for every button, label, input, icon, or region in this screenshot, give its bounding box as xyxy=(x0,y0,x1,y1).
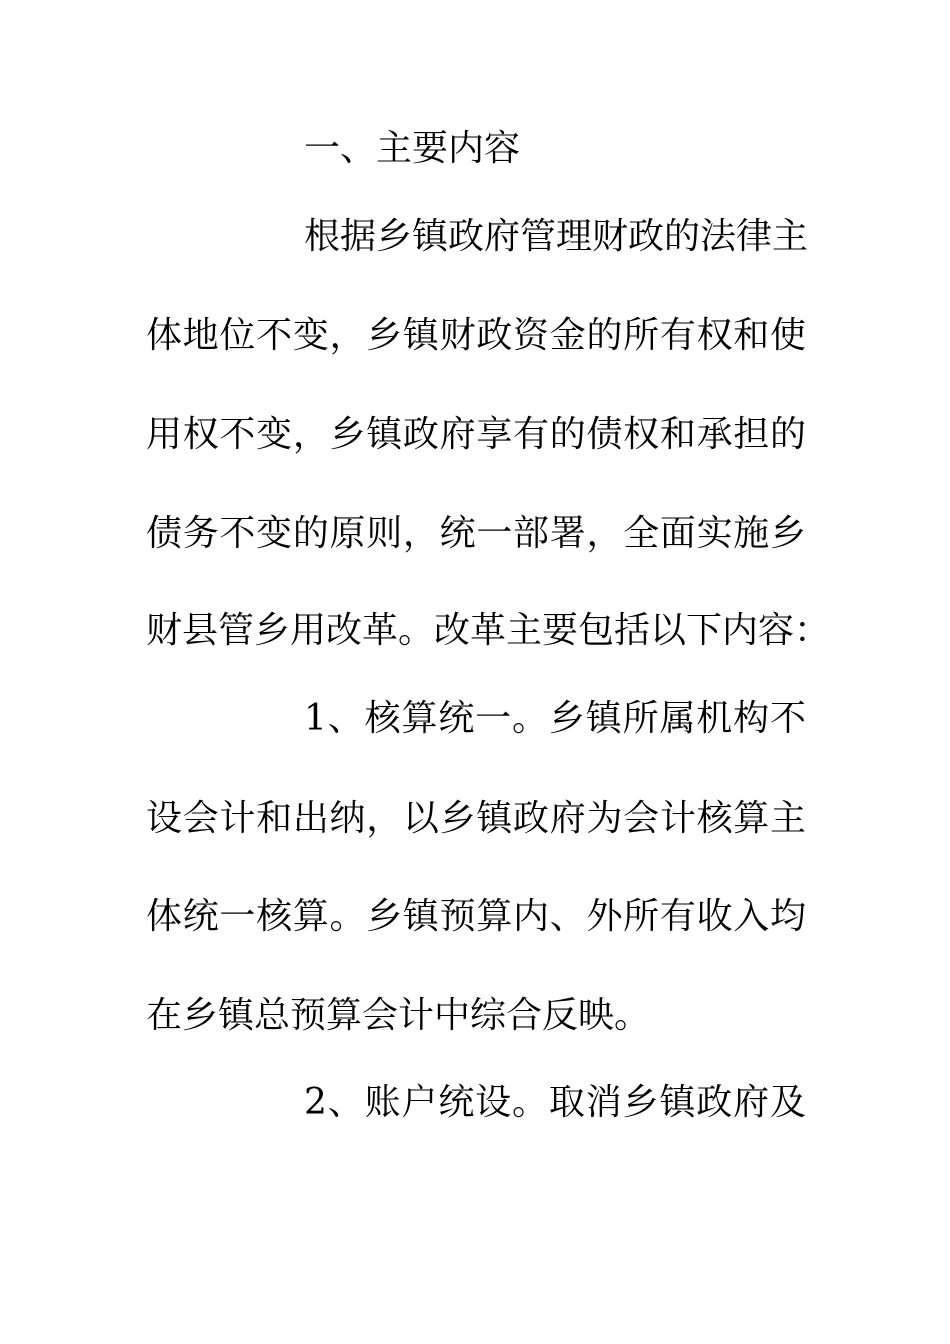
list-item-heading: 1、核算统一。乡镇所属机构不 xyxy=(304,698,806,739)
paragraph-line: 在乡镇总预算会计中综合反映。 xyxy=(146,995,651,1036)
section-heading: 一、主要内容 xyxy=(304,128,521,169)
paragraph-line: 根据乡镇政府管理财政的法律主 xyxy=(304,216,809,257)
list-item-heading: 2、账户统设。取消乡镇政府及 xyxy=(304,1082,806,1123)
paragraph-line: 设会计和出纳，以乡镇政府为会计核算主 xyxy=(146,798,806,839)
paragraph-line: 体统一核算。乡镇预算内、外所有收入均 xyxy=(146,896,806,937)
paragraph-line: 用权不变，乡镇政府享有的债权和承担的 xyxy=(146,414,806,455)
paragraph-line: 体地位不变，乡镇财政资金的所有权和使 xyxy=(146,315,806,356)
paragraph-line: 财县管乡用改革。改革主要包括以下内容： xyxy=(146,610,831,651)
paragraph-line: 债务不变的原则，统一部署，全面实施乡 xyxy=(146,513,806,554)
